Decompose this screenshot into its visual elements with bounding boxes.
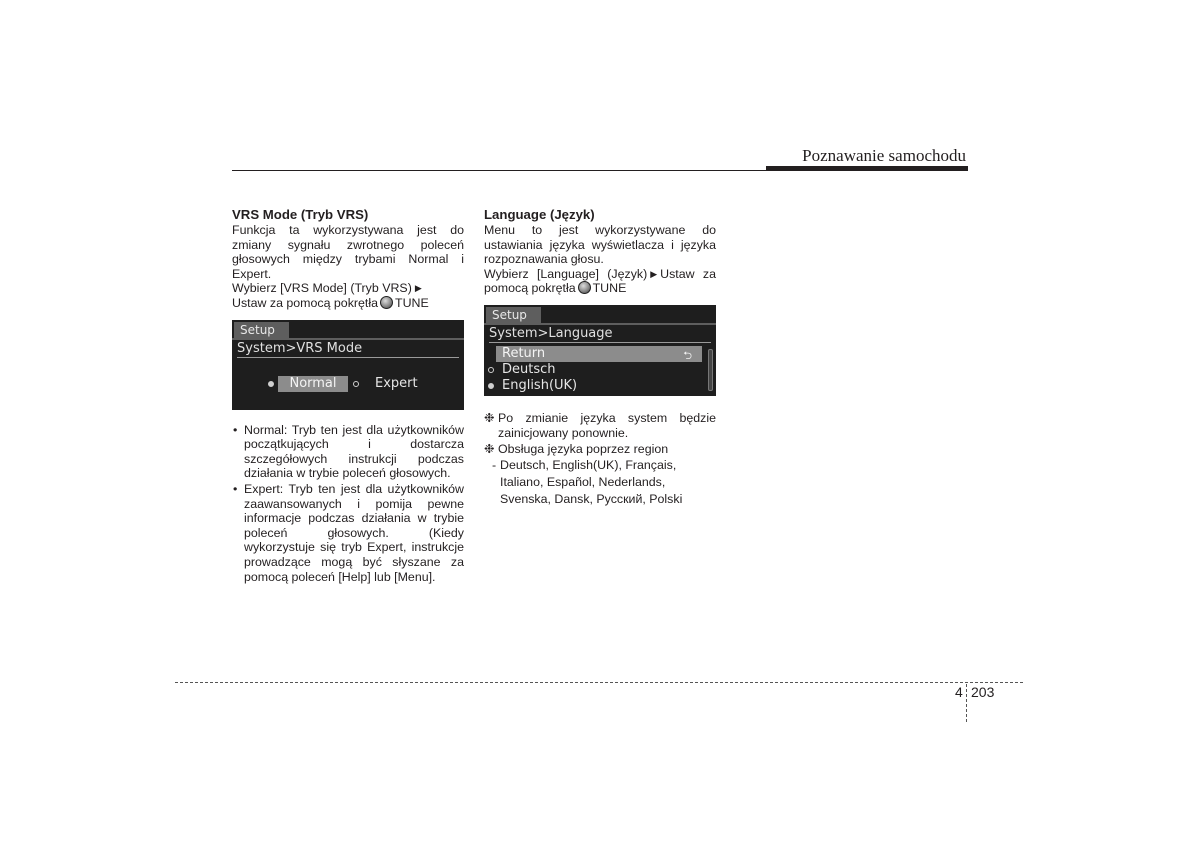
note-region (484, 442, 716, 457)
dash: - (492, 457, 497, 472)
screen-path-underline (237, 357, 459, 358)
radio-expert-icon (353, 381, 359, 387)
vrs-bullet-list (232, 423, 464, 585)
note-region-text: Obsługa języka poprzez region (498, 442, 669, 457)
vrs-heading: VRS Mode (Tryb VRS) (232, 207, 369, 222)
screen-path: System>Language (489, 325, 613, 341)
vrs-instruction-select: Wybierz [VRS Mode] (Tryb VRS) (232, 281, 412, 296)
option-deutsch[interactable]: Deutsch (502, 361, 556, 377)
option-return[interactable]: Return (496, 346, 702, 362)
language-screen (484, 305, 716, 396)
screen-tab-underline (232, 338, 464, 340)
screen-path-underline (489, 342, 711, 343)
note-mark-icon: ❉ (484, 442, 495, 457)
radio-english-icon (488, 383, 494, 389)
header-bar (766, 166, 968, 171)
page-number: 203 (971, 684, 995, 700)
arrow-right-icon: ▶ (414, 283, 422, 294)
option-normal[interactable]: Normal (278, 376, 348, 392)
note-reinit-text: Po zmianie języka system będzie zainicjowany ponownie. (498, 410, 716, 440)
language-list (484, 457, 716, 508)
screen-scrollbar[interactable] (708, 349, 713, 391)
arrow-right-icon: ▶ (650, 268, 658, 279)
radio-deutsch-icon (488, 367, 494, 373)
option-expert[interactable]: Expert (375, 375, 418, 391)
language-list-line-3: Svenska, Dansk, Русский, Polski (500, 491, 683, 506)
language-instruction (484, 267, 716, 296)
return-icon: ⮌ (683, 348, 692, 362)
language-instruction-set: Ustaw za pomocą pokrętła (484, 266, 716, 296)
screen-path: System>VRS Mode (237, 340, 363, 356)
option-english-uk[interactable]: English(UK) (502, 377, 578, 393)
language-list-line-1: Deutsch, English(UK), Français, (500, 457, 677, 472)
language-list-line-2: Italiano, Español, Nederlands, (500, 474, 666, 489)
vrs-section (232, 207, 464, 585)
note-mark-icon: ❉ (484, 410, 495, 425)
language-tune-label: TUNE (592, 281, 627, 296)
language-section (484, 207, 716, 508)
footer-divider (966, 684, 967, 722)
language-heading: Language (Język) (484, 207, 595, 222)
footer-rule (175, 682, 1023, 683)
language-notes (484, 411, 716, 508)
tune-knob-icon (380, 296, 393, 309)
bullet-expert: • Expert: Tryb ten jest dla użytkowników zaawansowanych i pomija pewne informacje podczas działania w trybie poleceń głosowych. (Kiedy wykorzystuje się tryb Expert, instrukcje prowadzące mogą być słyszane za pomocą poleceń [Help] lub [Menu]. (232, 482, 464, 584)
language-instruction-select: Wybierz [Language] (Język) (484, 266, 648, 281)
radio-normal-icon (268, 381, 274, 387)
screen-tab-setup: Setup (486, 307, 541, 323)
vrs-tune-label: TUNE (395, 295, 429, 310)
language-description: Menu to jest wykorzystywane do ustawiania języka wyświetlacza i języka rozpoznawania głosu. (484, 223, 716, 267)
tune-knob-icon (578, 281, 591, 294)
header-title: Poznawanie samochodu (802, 146, 966, 165)
bullet-normal: • Normal: Tryb ten jest dla użytkowników początkujących i dostarcza szczegółowych instrukcji podczas działania w trybie poleceń głosowych. (232, 423, 464, 481)
chapter-number: 4 (955, 684, 963, 700)
vrs-instruction (232, 281, 464, 310)
vrs-mode-screen (232, 320, 464, 410)
vrs-instruction-set: Ustaw za pomocą pokrętła (232, 295, 379, 310)
note-reinit (484, 411, 716, 440)
screen-tab-underline (484, 323, 716, 325)
screen-tab-setup: Setup (234, 322, 289, 338)
vrs-description: Funkcja ta wykorzystywana jest do zmiany sygnału zwrotnego poleceń głosowych między trybami Normal i Expert. (232, 223, 464, 281)
header-rule (232, 170, 766, 171)
